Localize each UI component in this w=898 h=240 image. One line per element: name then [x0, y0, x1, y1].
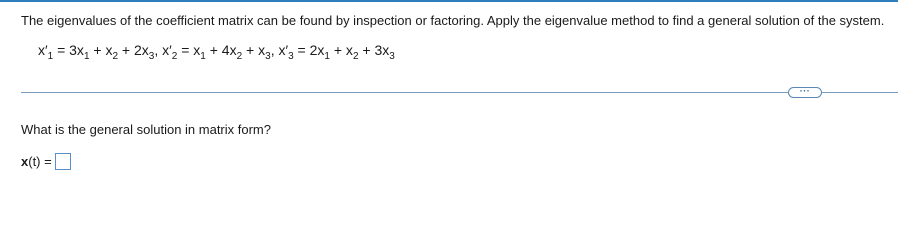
- equation-subscript: 3: [389, 51, 395, 62]
- equation-subscript: 1: [200, 51, 206, 62]
- section-divider: [21, 92, 898, 93]
- answer-row: [21, 151, 71, 171]
- equation-lhs: x′: [278, 42, 289, 58]
- answer-label-variable: x: [21, 153, 29, 169]
- equation-term: + x: [89, 42, 113, 58]
- problem-statement: The eigenvalues of the coefficient matrix can be found by inspection or factoring. Apply the eigenvalue method to find a general solution of the system.: [21, 13, 885, 28]
- ellipsis-icon: ···: [799, 86, 811, 96]
- answer-label-suffix: (t) =: [28, 153, 52, 169]
- equation-subscript: 3: [265, 51, 271, 62]
- expand-more-button[interactable]: [788, 87, 822, 98]
- equation-subscript: 2: [171, 51, 178, 62]
- equation-subscript: 3: [288, 51, 294, 62]
- equation-lhs: x′: [162, 42, 172, 58]
- answer-input[interactable]: [55, 153, 71, 170]
- equation-term: = 2x: [293, 42, 325, 58]
- equation-1: [38, 42, 155, 62]
- equation-lhs: x′: [38, 42, 48, 58]
- equation-subscript: 1: [83, 51, 90, 62]
- equation-term: = x: [177, 42, 201, 58]
- equation-term: + x: [329, 42, 353, 58]
- equation-separator: ,: [270, 42, 279, 58]
- equation-separator: ,: [154, 42, 163, 58]
- top-border: [0, 0, 898, 2]
- equation-2: [162, 42, 271, 62]
- question-text: What is the general solution in matrix form?: [21, 122, 271, 137]
- equation-subscript: 2: [236, 51, 243, 62]
- equation-system: [38, 41, 395, 62]
- equation-subscript: 2: [112, 51, 119, 62]
- equation-term: + 3x: [358, 42, 390, 58]
- equation-3: [278, 42, 395, 62]
- equation-subscript: 1: [324, 51, 330, 62]
- answer-label: [21, 154, 52, 169]
- equation-term: + 2x: [118, 42, 149, 58]
- equation-subscript: 3: [148, 51, 155, 62]
- equation-subscript: 2: [352, 51, 359, 62]
- equation-term: + x: [242, 42, 266, 58]
- equation-term: = 3x: [53, 42, 84, 58]
- equation-subscript: 1: [47, 51, 54, 62]
- equation-term: + 4x: [205, 42, 237, 58]
